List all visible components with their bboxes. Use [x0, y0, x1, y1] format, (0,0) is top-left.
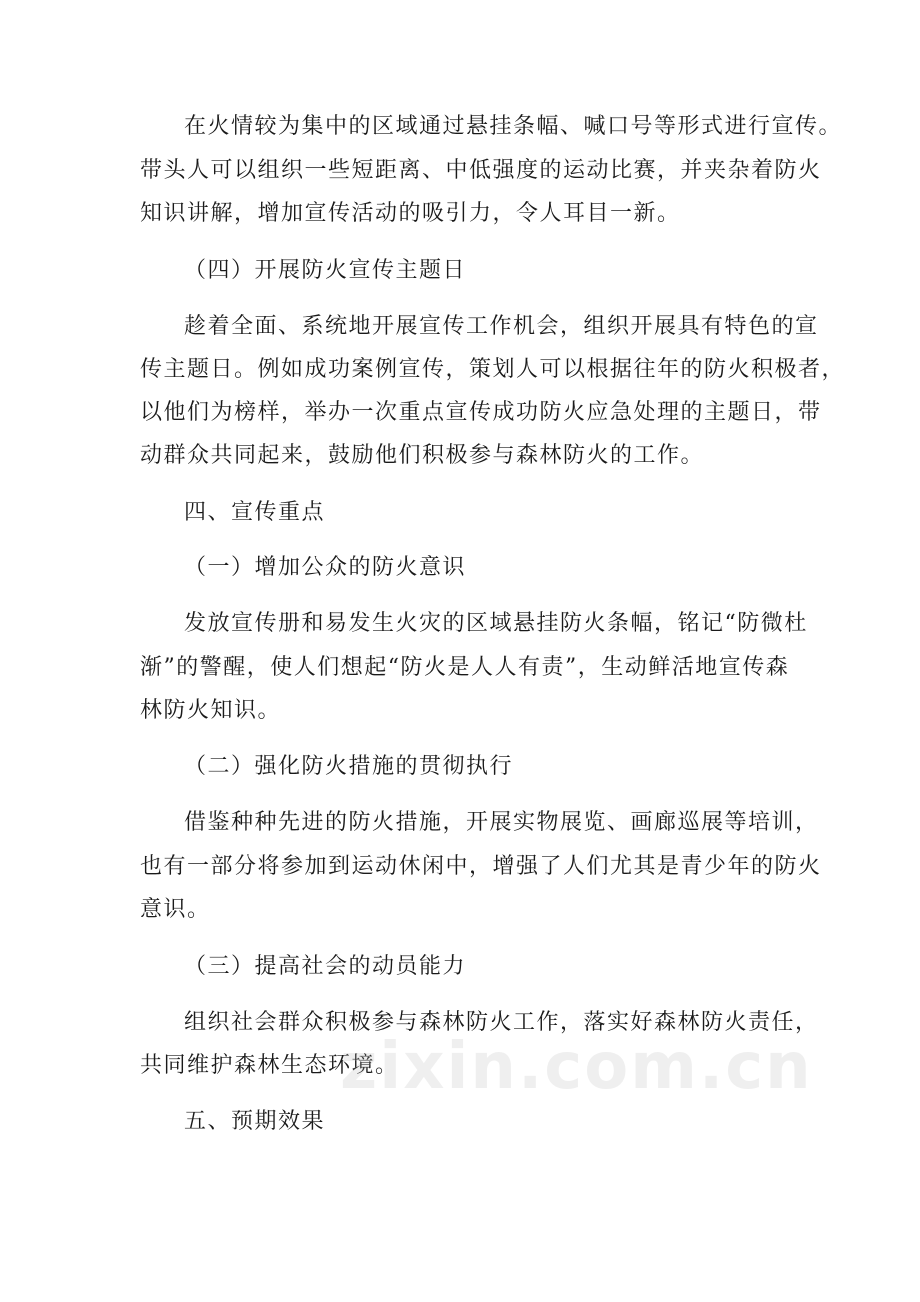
paragraph-line: 渐”的警醒，使人们想起“防火是人人有责”，生动鲜活地宣传森: [140, 655, 790, 680]
paragraph-line: 趁着全面、系统地开展宣传工作机会，组织开展具有特色的宣: [184, 314, 819, 339]
subheading: （二）强化防火措施的贯彻执行: [184, 754, 514, 779]
section-heading: 四、宣传重点: [184, 500, 326, 525]
paragraph-line: 组织社会群众积极参与森林防火工作，落实好森林防火责任，: [184, 1010, 819, 1035]
subheading: （四）开展防火宣传主题日: [184, 258, 467, 283]
paragraph-line: 意识。: [140, 897, 211, 922]
paragraph-line: 以他们为榜样，举办一次重点宣传成功防火应急处理的主题日，带: [140, 400, 822, 425]
subheading: （一）增加公众的防火意识: [184, 555, 467, 580]
subheading: （三）提高社会的动员能力: [184, 954, 467, 979]
paragraph-line: 共同维护森林生态环境。: [140, 1053, 399, 1078]
paragraph-line: 知识讲解，增加宣传活动的吸引力，令人耳目一新。: [140, 201, 681, 226]
paragraph-line: 传主题日。例如成功案例宣传，策划人可以根据往年的防火积极者，: [140, 357, 846, 382]
paragraph-line: 也有一部分将参加到运动休闲中，增强了人们尤其是青少年的防火: [140, 854, 822, 879]
paragraph-line: 林防火知识。: [140, 698, 282, 723]
paragraph-line: 在火情较为集中的区域通过悬挂条幅、喊口号等形式进行宣传。: [184, 114, 843, 139]
paragraph-line: 发放宣传册和易发生火灾的区域悬挂防火条幅，铭记“防微杜: [184, 611, 808, 636]
section-heading: 五、预期效果: [184, 1109, 326, 1134]
paragraph-line: 借鉴种种先进的防火措施，开展实物展览、画廊巡展等培训，: [184, 810, 819, 835]
paragraph-line: 动群众共同起来，鼓励他们积极参与森林防火的工作。: [140, 443, 705, 468]
paragraph-line: 带头人可以组织一些短距离、中低强度的运动比赛，并夹杂着防火: [140, 158, 822, 183]
watermark-logo: zixin.com.cn: [340, 1030, 813, 1104]
